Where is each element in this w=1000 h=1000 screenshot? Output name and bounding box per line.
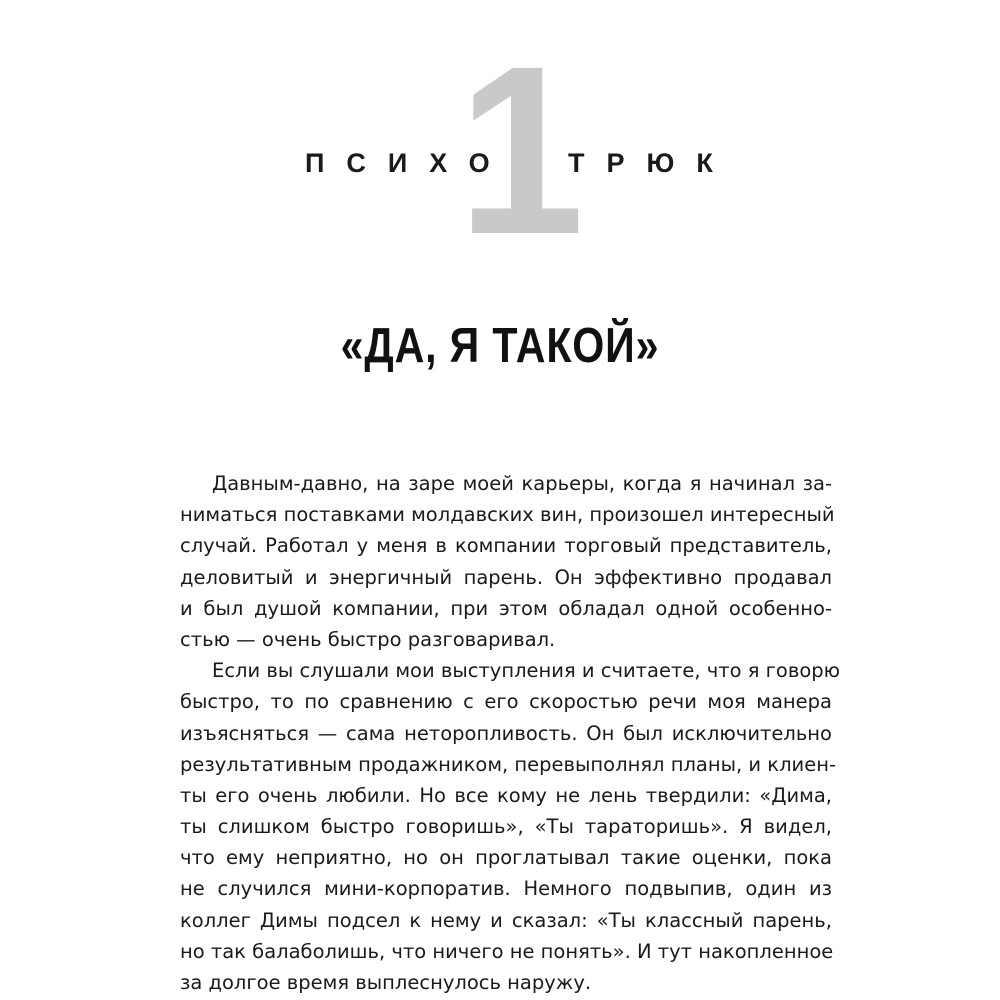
paragraph-line: стью — очень быстро разговаривал. <box>180 627 556 651</box>
chapter-title: «ДА, Я ТАКОЙ» <box>340 319 660 373</box>
paragraph-line: коллег Димы подсел к нему и сказал: «Ты классный парень, <box>180 908 832 932</box>
paragraph-line: изъясняться — сама неторопливость. Он был исключительно <box>180 721 832 745</box>
paragraph-line: ниматься поставками молдавских вин, произошел интересный <box>180 503 835 527</box>
paragraph-line: не случился мини-корпоратив. Немного подвыпив, один из <box>180 877 832 901</box>
paragraph-line: ты его очень любили. Но все кому не лень твердили: «Дима, <box>180 783 832 807</box>
paragraph-line: за долгое время выплеснулось наружу. <box>180 971 592 994</box>
chapter-number: 1 <box>457 16 576 284</box>
paragraph-line: но так балаболишь, что ничего не понять». И тут накопленное <box>180 939 834 963</box>
paragraph-line: и был душой компании, при этом обладал одной особенно- <box>180 596 832 620</box>
paragraph-line: случай. Работал у меня в компании торговый представитель, <box>180 534 832 558</box>
paragraph-line: что ему неприятно, но он проглатывал такие оценки, пока <box>180 846 832 870</box>
paragraph-line: Если вы слушали мои выступления и считаете, что я говорю <box>212 659 841 683</box>
body-text <box>180 468 841 998</box>
chapter-label-psycho: ПСИХО <box>305 148 512 178</box>
paragraph-line: Давным-давно, на заре моей карьеры, когда я начинал за- <box>212 472 832 495</box>
paragraph-line: результативным продажником, перевыполнял планы, и клиен- <box>180 752 836 776</box>
paragraph-line: ты слишком быстро говоришь», «Ты тараторишь». Я видел, <box>180 815 832 839</box>
paragraph-line: деловитый и энергичный парень. Он эффективно продавал <box>180 565 832 589</box>
paragraph-line: быстро, то по сравнению с его скоростью речи моя манера <box>180 690 832 714</box>
chapter-label-trick: ТРЮК <box>568 148 735 178</box>
